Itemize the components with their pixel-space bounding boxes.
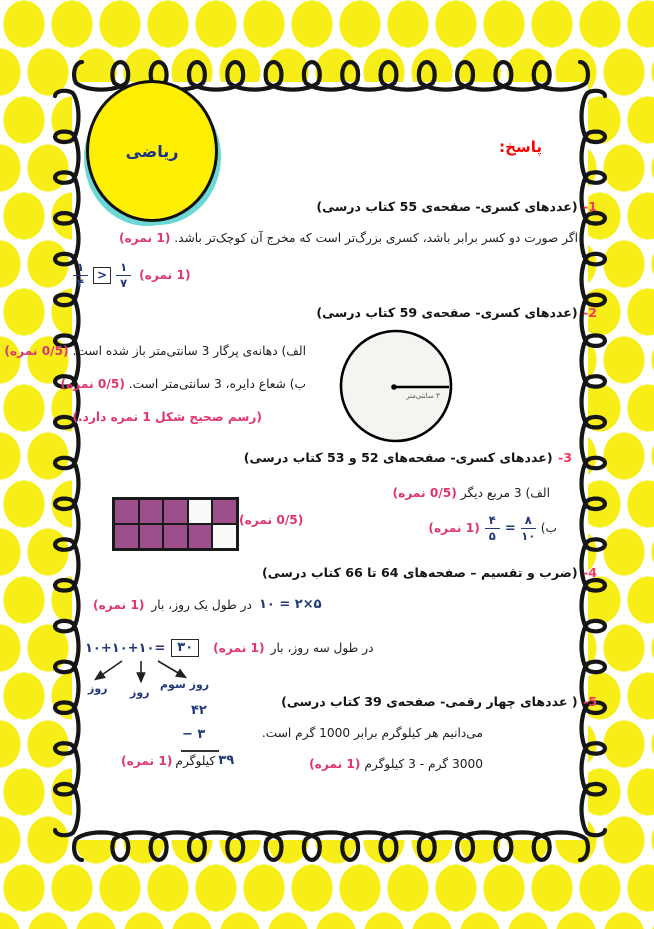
subtraction-minuend: ۴۲ <box>191 703 207 718</box>
section-3-heading <box>244 450 572 465</box>
fraction-one-seventh: $\frac{۱}{۷}$ <box>116 261 131 289</box>
arrow-label-2: روز <box>130 686 150 699</box>
day1-score: (1 نمره) <box>93 597 145 612</box>
arrow-label-1: روز <box>88 682 108 695</box>
section-1-score: (1 نمره) <box>119 231 171 245</box>
section-5-body1: می‌دانیم هر کیلوگرم برابر 1000 گرم است. <box>261 726 483 740</box>
section-1-title: (عددهای کسری- صفحه‌ی 55 کتاب درسی) <box>316 199 578 214</box>
section-2-note: (رسم صحیح شکل 1 نمره دارد.) <box>72 410 262 424</box>
section-3-line-a-score: (0/5 نمره) <box>392 486 457 500</box>
grid-cell <box>212 499 237 524</box>
day1-equation: ۱۰ = ۲×۵ <box>258 597 322 612</box>
section-1-text: اگر صورت دو کسر برابر باشد، کسری بزرگ‌تر است که مخرج آن کوچک‌تر باشد. <box>174 231 578 245</box>
grid-score: (0/5 نمره) <box>239 513 304 527</box>
section-4-heading <box>262 565 597 580</box>
section-5-title: ( عددهای چهار رقمی- صفحه‌ی 39 کتاب درسی) <box>281 694 578 709</box>
circle-center-dot <box>391 384 397 390</box>
day1-text: در طول یک روز، بار <box>151 597 252 612</box>
grid-cell <box>114 499 139 524</box>
section-1-answer <box>73 261 191 289</box>
fraction-one-fourth: $\frac{۱}{۴}$ <box>73 261 88 289</box>
circle-diagram <box>337 327 455 449</box>
section-1-body <box>119 231 578 245</box>
section-5-heading <box>281 694 597 709</box>
section-2-number: 2- <box>583 305 597 320</box>
arrow-day3 <box>158 661 185 677</box>
section-2-line-a-score: (0/5 نمره) <box>4 344 69 358</box>
day3-text: در طول سه روز، بار <box>270 641 374 655</box>
comparator-box: > <box>93 267 111 284</box>
section-3-line-b-score: (1 نمره) <box>428 521 480 536</box>
section-3-number: 3- <box>558 450 572 465</box>
section-3-line-b-prefix: ب) <box>540 521 557 536</box>
grid-cell <box>163 524 188 549</box>
arrow-day1 <box>96 661 122 679</box>
section-3-title: (عددهای کسری- صفحه‌های 52 و 53 کتاب درسی) <box>243 450 553 465</box>
grid-cell <box>139 524 164 549</box>
grid-cell <box>139 499 164 524</box>
grid-cell <box>163 499 188 524</box>
section-3-line-b <box>428 514 557 542</box>
radius-label: ۳ سانتی‌متر <box>406 392 440 400</box>
section-5-number: 5- <box>583 694 597 709</box>
grid-cell <box>188 499 213 524</box>
fraction-grid <box>112 497 239 551</box>
section-4-number: 4- <box>583 565 597 580</box>
section-2-heading <box>316 305 597 320</box>
subtraction-result-row <box>121 753 234 768</box>
fraction-score: (1 نمره) <box>139 268 191 283</box>
section-3-line-a: الف) 3 مربع دیگر (0/5 نمره) <box>392 486 550 500</box>
grid-cell <box>114 524 139 549</box>
equals-sign: = <box>504 520 516 536</box>
subject-badge <box>86 80 218 222</box>
grid-cell <box>188 524 213 549</box>
section-2-line-b-score: (0/5 نمره) <box>60 377 125 391</box>
subtraction-score: (1 نمره) <box>121 753 173 768</box>
grid-cell <box>212 524 237 549</box>
section-2-title: (عددهای کسری- صفحه‌ی 59 کتاب درسی) <box>316 305 578 320</box>
section-1-number: 1- <box>583 199 597 214</box>
subtraction-subtrahend: − ۳ <box>182 727 206 742</box>
subtraction-result: ۳۹ <box>218 753 235 768</box>
section-1-heading <box>316 199 597 214</box>
day3-answer-box: ۳۰ <box>171 639 199 657</box>
section-4-day3-line <box>85 639 374 657</box>
section-4-title: (ضرب و تقسیم – صفحه‌های 64 تا 66 کتاب درسی) <box>262 565 578 580</box>
arrow-label-3: روز سوم <box>160 678 210 691</box>
section-2-line-b: ب) شعاع دایره، 3 سانتی‌متر است. (0/5 نمره) <box>60 377 306 391</box>
fraction-four-fifths: $\frac{۴}{۵}$ <box>485 514 500 542</box>
section-5-body2: 3000 گرم - 3 کیلوگرم (1 نمره) <box>309 757 483 771</box>
day3-equation: ۱۰+۱۰+۱۰= <box>85 640 166 656</box>
answer-heading: پاسخ: <box>499 138 542 156</box>
fraction-eight-tenths: $\frac{۸}{۱۰}$ <box>521 513 536 543</box>
subtraction-unit: کیلوگرم <box>175 753 216 768</box>
subtraction-line <box>181 750 219 752</box>
section-5-body2-score: (1 نمره) <box>309 757 361 771</box>
section-4-day1-line <box>93 597 322 612</box>
day3-score: (1 نمره) <box>213 641 265 655</box>
section-2-line-a: الف) دهانه‌ی پرگار 3 سانتی‌متر باز شده است. (0/5 نمره) <box>4 344 306 358</box>
subject-badge-label: ریاضی <box>125 141 179 161</box>
